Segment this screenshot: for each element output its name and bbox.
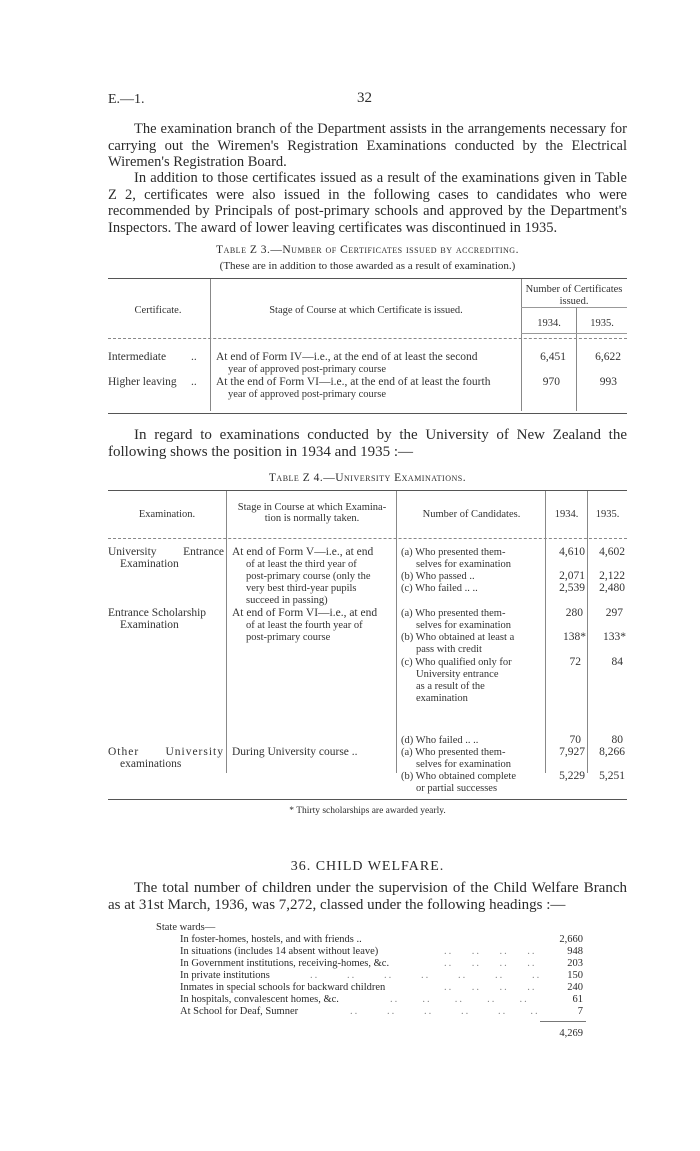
table-z4-candidate: (c) Who failed .. .. — [401, 583, 478, 594]
section-heading: 36. CHILD WELFARE. — [290, 859, 445, 874]
table-z4-value-1934: 7,927 — [559, 746, 585, 758]
table-z4-value-1935: 80 — [611, 734, 623, 746]
table-z3-header-1934: 1934. — [537, 318, 561, 329]
table-z4-value-1934: 72 — [569, 656, 581, 668]
table-z4-value-1935: 4,602 — [599, 546, 625, 558]
table-z4-footnote: * Thirty scholarships are awarded yearly. — [289, 806, 446, 816]
table-z4-candidate: selves for examination — [416, 620, 512, 631]
table-z3-subrule — [521, 307, 627, 308]
table-z4-candidate: selves for examination — [416, 759, 512, 770]
table-z3-divider — [521, 279, 522, 411]
table-z4-stage: of at least the fourth year of — [246, 620, 363, 631]
leader-dots: .. .. .. .. — [444, 958, 537, 969]
header-ref: E.—1. — [108, 92, 145, 107]
ward-item-label: Inmates in special schools for backward children — [180, 982, 386, 993]
ward-item-value: 2,660 — [559, 934, 583, 945]
table-z4-value-1935: 2,480 — [599, 582, 625, 594]
table-z4-header-stage: Stage in Course at which Examina- — [237, 502, 387, 513]
table-z4-value-1935: 84 — [611, 656, 623, 668]
table-z4-stage: post-primary course — [246, 632, 331, 643]
table-z4-header-candidates: Number of Candidates. — [422, 509, 521, 520]
ward-item-value: 203 — [567, 958, 583, 969]
leader-dots: .. .. .. .. .. .. .. — [310, 970, 542, 981]
table-z3-dots: .. — [191, 376, 197, 388]
ward-item-value: 7 — [577, 1006, 583, 1017]
table-z4-candidate: (b) Who passed .. — [401, 571, 475, 582]
table-z3-header-stage: Stage of Course at which Certificate is issued. — [269, 305, 463, 316]
table-z4-stage: At end of Form V—i.e., at end — [232, 546, 374, 558]
table-z3-subrule — [521, 333, 627, 334]
table-z4-candidate: as a result of the — [416, 681, 485, 692]
table-z4-header-1934: 1934. — [554, 509, 579, 520]
table-z4-value-1934: 5,229 — [559, 770, 585, 782]
table-z4-candidate: University entrance — [416, 669, 499, 680]
table-z4-value-1934: 280 — [565, 607, 583, 619]
table-z3-subtitle: (These are in addition to those awarded as a result of examination.) — [219, 260, 516, 272]
table-z3-title: Table Z 3.—Number of Certificates issued by accrediting. — [216, 244, 519, 256]
table-z4-candidate: (a) Who presented them- — [401, 608, 506, 619]
table-z3-stage: At the end of Form VI—i.e., at the end of at least the fourth — [216, 376, 491, 388]
ward-item-label: In Government institutions, receiving-homes, &c. — [180, 958, 390, 969]
table-z3-cert: Intermediate — [108, 351, 167, 363]
table-z3-stage: year of approved post-primary course — [228, 364, 387, 375]
table-z3-stage: year of approved post-primary course — [228, 389, 387, 400]
table-z4-value-1934: 4,610 — [559, 546, 585, 558]
ward-item-value: 150 — [567, 970, 583, 981]
table-z4-header-rule — [108, 538, 627, 539]
ward-item-value: 61 — [572, 994, 583, 1005]
table-z4-value-1935: 2,122 — [599, 570, 625, 582]
page-number: 32 — [357, 90, 372, 106]
leader-dots: .. .. .. .. — [444, 982, 537, 993]
table-z3-divider — [210, 279, 211, 411]
paragraph-wiremen: The examination branch of the Department assists in the arrangements necessary for carrying out the Wiremen's Registration Examinations conducted by the Electrical Wiremen's Registration Board. — [108, 121, 627, 170]
table-z4-value-1934: 138* — [563, 631, 586, 643]
paragraph-university: In regard to examinations conducted by the University of New Zealand the following shows the position in 1934 and 1935 :— — [108, 427, 627, 460]
total-rule — [540, 1021, 586, 1022]
table-z4-candidate: pass with credit — [416, 644, 482, 655]
table-z3-value: 970 — [542, 376, 560, 388]
ward-item-label: In hospitals, convalescent homes, &c. — [180, 994, 339, 1005]
table-z3-value: 6,451 — [540, 351, 566, 363]
table-z4-candidate: examination — [416, 693, 468, 704]
table-z4-stage: During University course .. — [232, 746, 358, 758]
ward-total: 4,269 — [559, 1028, 583, 1039]
table-z4-value-1935: 5,251 — [599, 770, 625, 782]
table-z4-exam-name: Other University — [108, 746, 224, 758]
table-z3-header-number: Number of Certificates issued. — [525, 284, 623, 307]
table-z4-value-1935: 297 — [605, 607, 623, 619]
table-z4-value-1935: 8,266 — [599, 746, 625, 758]
table-z4-divider — [226, 491, 227, 773]
leader-dots: .. .. .. .. — [444, 946, 537, 957]
table-z4-divider — [396, 491, 397, 773]
leader-dots: .. .. .. .. .. .. — [350, 1006, 540, 1017]
table-z4-stage: post-primary course (only the — [246, 571, 371, 582]
table-z4-stage: of at least the third year of — [246, 559, 357, 570]
paragraph-certificates: In addition to those certificates issued as a result of the examinations given in Table Z 2, certificates were also issued in the following cases to candidates who were recommended by Principals of post-primary schools and approved by the Department's Inspectors. The award of lower leaving certificates was discontinued in 1935. — [108, 170, 627, 236]
table-z4-candidate: (b) Who obtained complete — [401, 771, 516, 782]
table-z4-candidate: (b) Who obtained at least a — [401, 632, 515, 643]
table-z4-exam-name: Examination — [120, 558, 179, 570]
table-z4-title: Table Z 4.—University Examinations. — [268, 472, 467, 484]
table-z4-candidate: selves for examination — [416, 559, 512, 570]
table-z4-stage: succeed in passing) — [246, 595, 328, 606]
table-z4-candidate: or partial successes — [416, 783, 498, 794]
ward-item-label: In private institutions — [180, 970, 270, 981]
table-z4-header-1935: 1935. — [595, 509, 620, 520]
ward-item-label: In foster-homes, hostels, and with friends .. — [180, 934, 362, 945]
table-z4-exam-name: examinations — [120, 758, 182, 770]
table-z4-value-1934: 70 — [569, 734, 581, 746]
table-z4-stage: At end of Form VI—i.e., at end — [232, 607, 378, 619]
table-z4-top-rule — [108, 490, 627, 491]
paragraph-child-welfare: The total number of children under the supervision of the Child Welfare Branch as at 31st March, 1936, was 7,272, classed under the following headings :— — [108, 880, 627, 913]
table-z4-candidate: (d) Who failed .. .. — [401, 735, 479, 746]
table-z4-exam-name: University Entrance — [108, 546, 224, 558]
table-z4-exam-name: Entrance Scholarship — [108, 607, 207, 619]
ward-item-label: At School for Deaf, Sumner — [180, 1006, 299, 1017]
table-z3-stage: At end of Form IV—i.e., at the end of at least the second — [216, 351, 478, 363]
ward-item-value: 240 — [567, 982, 583, 993]
table-z3-value: 993 — [599, 376, 617, 388]
leader-dots: .. .. .. .. .. — [390, 994, 529, 1005]
table-z4-header-exam: Examination. — [138, 509, 196, 520]
table-z4-candidate: (a) Who presented them- — [401, 747, 506, 758]
table-z4-bottom-rule — [108, 799, 627, 800]
table-z3-top-rule — [108, 278, 627, 279]
table-z3-cert: Higher leaving — [108, 376, 177, 388]
table-z4-stage: very best third-year pupils — [246, 583, 357, 594]
table-z3-dots: .. — [191, 351, 197, 363]
table-z3-header-rule — [108, 338, 627, 339]
table-z3-header-certificate: Certificate. — [134, 305, 182, 316]
table-z3-bottom-rule — [108, 413, 627, 414]
table-z4-candidate: (a) Who presented them- — [401, 547, 506, 558]
ward-item-value: 948 — [567, 946, 583, 957]
table-z4-exam-name: Examination — [120, 619, 179, 631]
table-z4-value-1934: 2,071 — [559, 570, 585, 582]
ward-item-label: In situations (includes 14 absent without leave) — [180, 946, 379, 957]
table-z4-header-stage: tion is normally taken. — [264, 513, 360, 524]
table-z3-value: 6,622 — [595, 351, 621, 363]
table-z3-header-1935: 1935. — [590, 318, 614, 329]
table-z4-value-1934: 2,539 — [559, 582, 585, 594]
state-wards-label: State wards— — [156, 922, 216, 933]
table-z4-candidate: (c) Who qualified only for — [401, 657, 512, 668]
table-z4-value-1935: 133* — [603, 631, 626, 643]
